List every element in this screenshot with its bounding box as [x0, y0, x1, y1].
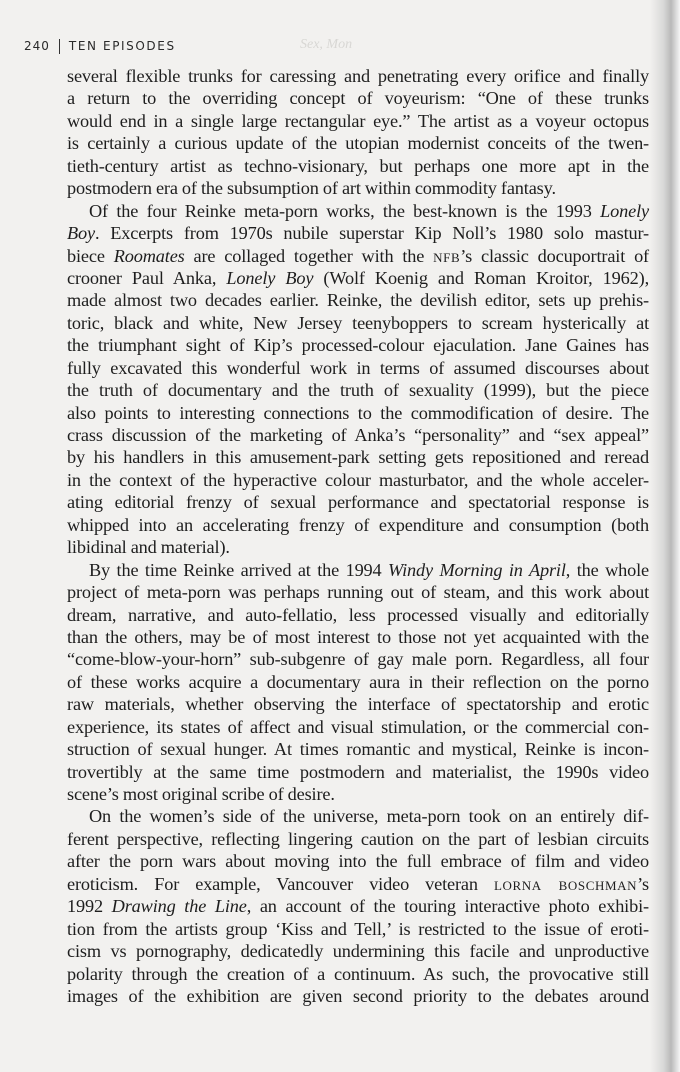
text-line: raw materials, whether observing the interface of spectatorship and erotic	[67, 694, 649, 715]
italic-title: Boy	[67, 223, 95, 244]
page-number: 240	[24, 39, 50, 53]
text-line: postmodern era of the subsumption of art within commodity fantasy.	[67, 178, 556, 199]
text-line: fully excavated this wonderful work in terms of assumed discourses about	[67, 357, 649, 378]
paragraph-p1	[67, 65, 649, 200]
text-line: is certainly a curious update of the utopian modernist conceits of the twen-	[67, 133, 649, 154]
italic-title: Lonely Boy	[226, 267, 314, 288]
text-line: dream, narrative, and auto-fellatio, less processed visually and editorially	[67, 604, 649, 625]
text-line: ferent perspective, reflecting lingering caution on the part of lesbian circuits	[67, 828, 649, 849]
text-line: also points to interesting connections to the commodification of desire. The	[67, 402, 649, 423]
paragraph-p3	[67, 559, 649, 806]
text-line: whipped into an accelerating frenzy of expenditure and consumption (both	[67, 514, 649, 535]
text-line: tieth-century artist as techno-visionary, but perhaps one more apt in the	[67, 155, 649, 176]
text-line: images of the exhibition are given second priority to the debates around	[67, 985, 649, 1006]
text-line: of these works acquire a documentary aura in their reflection on the porno	[67, 671, 649, 692]
bleed-through-text: Sex, Mon	[300, 37, 353, 52]
section-title: TEN EPISODES	[68, 39, 176, 53]
text-line: On the women’s side of the universe, meta-porn took on an entirely dif-	[89, 806, 649, 827]
text-line: than the others, may be of most interest to those not yet acquainted with the	[67, 626, 649, 647]
text-line: “come-blow-your-horn” sub-subgenre of gay male porn. Regardless, all four	[67, 649, 649, 670]
text-line: scene’s most original scribe of desire.	[67, 784, 335, 804]
header-divider	[59, 39, 60, 54]
text-line: ating editorial frenzy of sexual performance and spectatorial response is	[67, 492, 649, 513]
small-caps-name: nfb	[433, 245, 461, 266]
text-line: project of meta-porn was perhaps running out of steam, and this work about	[67, 582, 649, 603]
paragraph-p2	[67, 200, 649, 559]
text-line: would end in a single large rectangular eye.” The artist as a voyeur octopus	[67, 110, 649, 131]
italic-title: Roomates	[113, 245, 185, 266]
text-line: trovertibly at the same time postmodern and materialist, the 1990s video	[67, 761, 649, 782]
text-line: eroticism. For example, Vancouver video veteran lorna boschman’s	[67, 873, 649, 894]
text-line: by his handlers in this amusement-park setting gets repositioned and reread	[67, 447, 649, 468]
text-line: the triumphant sight of Kip’s processed-colour ejaculation. Jane Gaines has	[67, 335, 649, 356]
running-head	[24, 36, 176, 56]
text-line: Of the four Reinke meta-porn works, the best-known is the 1993 Lonely	[89, 200, 649, 221]
text-line: libidinal and material).	[67, 537, 230, 558]
text-line: several flexible trunks for caressing and penetrating every orifice and finally	[67, 66, 649, 86]
text-line: struction of sexual hunger. At times romantic and mystical, Reinke is incon-	[67, 739, 649, 760]
text-line: made almost two decades earlier. Reinke, the devilish editor, sets up prehis-	[67, 290, 649, 311]
text-line: crass discussion of the marketing of Anka’s “personality” and “sex appeal”	[67, 425, 649, 445]
body-text	[67, 65, 649, 1007]
italic-title: Lonely	[600, 200, 649, 221]
italic-title: Windy Morning in April	[388, 559, 566, 580]
text-line: crooner Paul Anka, Lonely Boy (Wolf Koenig and Roman Kroitor, 1962),	[67, 267, 649, 288]
text-line: toric, black and white, New Jersey teenyboppers to scream hysterically at	[67, 312, 649, 333]
text-line: after the porn wars about moving into the full embrace of film and video	[67, 851, 649, 872]
text-line: Boy. Excerpts from 1970s nubile superstar Kip Noll’s 1980 solo mastur-	[67, 223, 649, 244]
text-line: cism vs pornography, dedicatedly undermining this facile and unproductive	[67, 941, 649, 962]
small-caps-name: lorna boschman	[493, 873, 638, 894]
text-line: By the time Reinke arrived at the 1994 Windy Morning in April, the whole	[89, 559, 649, 580]
binding-shadow	[650, 0, 680, 1072]
text-line: a return to the overriding concept of voyeurism: “One of these trunks	[67, 88, 649, 109]
paragraph-p4	[67, 805, 649, 1007]
text-line: biece Roomates are collaged together with the nfb’s classic docuportrait of	[67, 245, 649, 266]
text-line: in the context of the hyperactive colour masturbator, and the whole acceler-	[67, 469, 649, 490]
text-line: the truth of documentary and the truth of sexuality (1999), but the piece	[67, 380, 649, 401]
text-line: tion from the artists group ‘Kiss and Tell,’ is restricted to the issue of eroti-	[67, 918, 649, 939]
text-line: polarity through the creation of a continuum. As such, the provocative still	[67, 963, 649, 984]
italic-title: Drawing the Line	[111, 896, 247, 917]
text-line: 1992 Drawing the Line, an account of the touring interactive photo exhibi-	[67, 896, 649, 917]
text-line: experience, its states of affect and visual stimulation, or the commercial con-	[67, 716, 649, 737]
